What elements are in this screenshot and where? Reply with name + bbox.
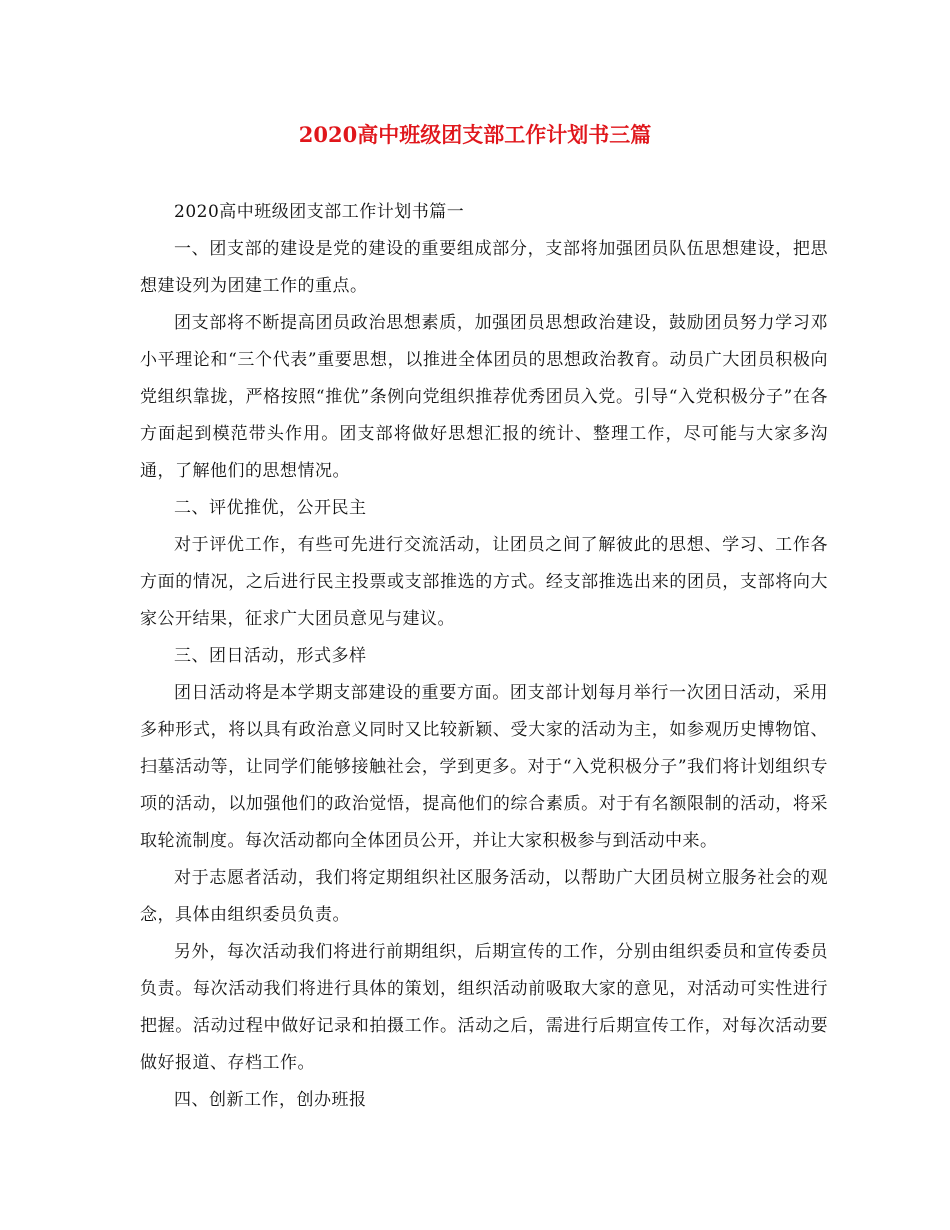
body-paragraph: 对于志愿者活动，我们将定期组织社区服务活动，以帮助广大团员树立服务社会的观念，具体由组织委员负责。 <box>140 868 828 925</box>
body-paragraph: 团支部将不断提高团员政治思想素质，加强团员思想政治建设，鼓励团员努力学习邓小平理论和“三个代表”重要思想，以推进全体团员的思想政治教育。动员广大团员积极向党组织靠拢，严格按照“推优”条例向党组织推荐优秀团员入党。引导“入党积极分子”在各方面起到模范带头作用。团支部将做好思想汇报的统计、整理工作，尽可能与大家多沟通，了解他们的思想情况。 <box>140 313 828 481</box>
section-heading-paragraph: 一、团支部的建设是党的建设的重要组成部分，支部将加强团员队伍思想建设，把思想建设列为团建工作的重点。 <box>140 239 828 296</box>
document-title: 2020高中班级团支部工作计划书三篇 <box>298 122 652 147</box>
section-heading: 二、评优推优，公开民主 <box>174 498 367 518</box>
body-paragraph: 团日活动将是本学期支部建设的重要方面。团支部计划每月举行一次团日活动，采用多种形式，将以具有政治意义同时又比较新颖、受大家的活动为主，如参观历史博物馆、扫墓活动等，让同学们能够接触社会，学到更多。对于“入党积极分子”我们将计划组织专项的活动，以加强他们的政治觉悟，提高他们的综合素质。对于有名额限制的活动，将采取轮流制度。每次活动都向全体团员公开，并让大家积极参与到活动中来。 <box>140 683 828 851</box>
section-heading: 四、创新工作，创办班报 <box>174 1090 367 1110</box>
section-heading: 三、团日活动，形式多样 <box>174 646 367 666</box>
body-paragraph: 对于评优工作，有些可先进行交流活动，让团员之间了解彼此的思想、学习、工作各方面的情况，之后进行民主投票或支部推选的方式。经支部推选出来的团员，支部将向大家公开结果，征求广大团员意见与建议。 <box>140 535 828 629</box>
document-body <box>140 194 828 1119</box>
body-paragraph: 另外，每次活动我们将进行前期组织，后期宣传的工作，分别由组织委员和宣传委员负责。每次活动我们将进行具体的策划，组织活动前吸取大家的意见，对活动可实性进行把握。活动过程中做好记录和拍摄工作。活动之后，需进行后期宣传工作，对每次活动要做好报道、存档工作。 <box>140 942 828 1073</box>
subtitle-paragraph: 2020高中班级团支部工作计划书篇一 <box>174 202 465 222</box>
